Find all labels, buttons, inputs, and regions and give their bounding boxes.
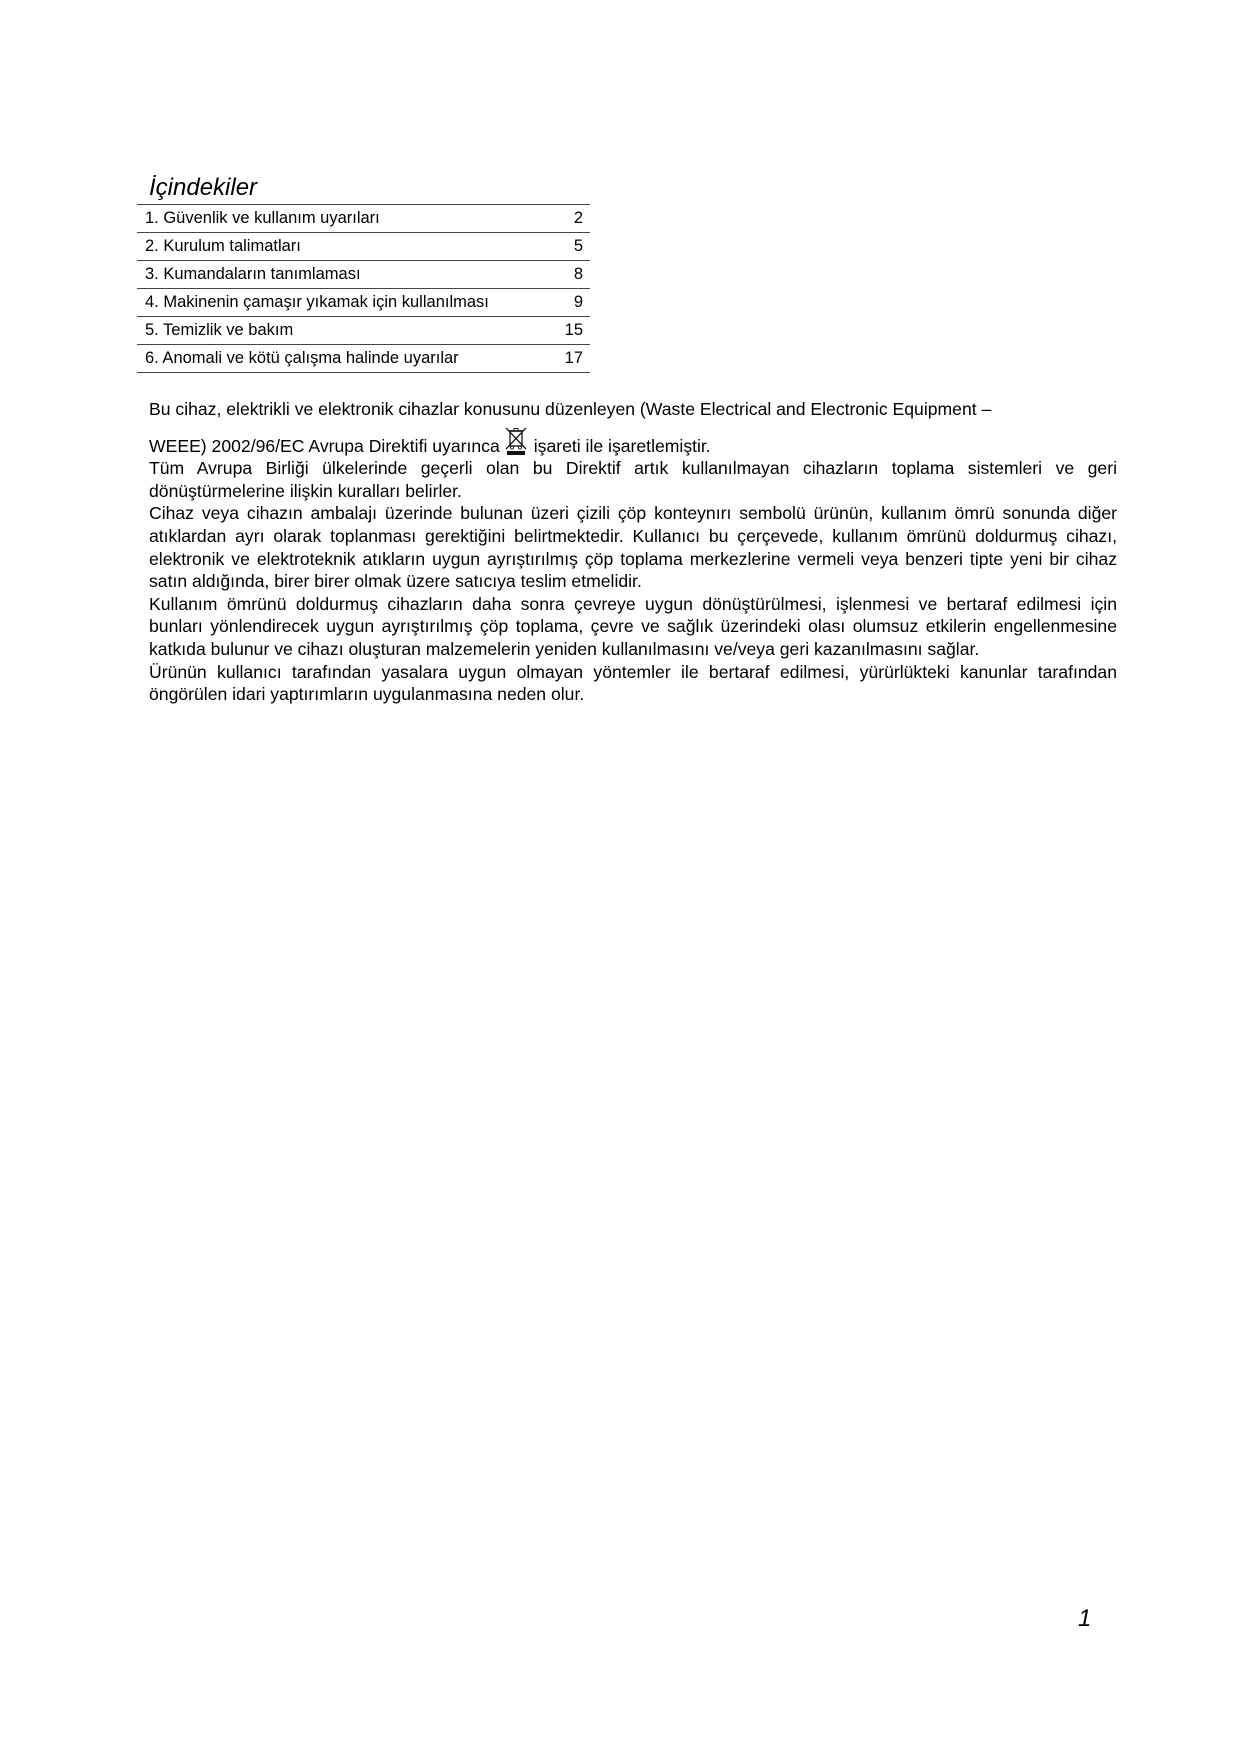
toc-entry-page: 5 <box>533 233 590 261</box>
notice-line-2 <box>149 435 1117 458</box>
toc-entry-label: 2. Kurulum talimatları <box>137 233 533 261</box>
toc-entry-label: 3. Kumandaların tanımlaması <box>137 261 533 289</box>
notice-paragraph: Ürünün kullanıcı tarafından yasalara uygun olmayan yöntemler ile bertaraf edilmesi, yürürlükteki kanunlar tarafından öngörülen idari yaptırımların uygulanmasına neden olur. <box>149 661 1117 705</box>
toc-entry-page: 15 <box>533 317 590 345</box>
toc-entry-label: 4. Makinenin çamaşır yıkamak için kullanılması <box>137 289 533 317</box>
crossed-out-wheelie-bin-icon <box>502 426 530 456</box>
notice-line-2-start: WEEE) 2002/96/EC Avrupa Direktifi uyarınca <box>149 435 500 456</box>
toc-entry-page: 9 <box>533 289 590 317</box>
toc-entry-label: 6. Anomali ve kötü çalışma halinde uyarılar <box>137 345 533 373</box>
toc-entry-page: 17 <box>533 345 590 373</box>
toc-row <box>137 289 590 317</box>
weee-notice <box>149 398 1117 706</box>
toc-row <box>137 233 590 261</box>
toc-entry-label: 1. Güvenlik ve kullanım uyarıları <box>137 205 533 233</box>
toc-entry-page: 2 <box>533 205 590 233</box>
toc-title: İçindekiler <box>149 174 258 201</box>
notice-paragraph: Tüm Avrupa Birliği ülkelerinde geçerli olan bu Direktif artık kullanılmayan cihazların toplama sistemleri ve geri dönüştürmelerine ilişkin kuralları belirler. <box>149 458 1117 501</box>
toc-row <box>137 205 590 233</box>
notice-paragraph: Kullanım ömrünü doldurmuş cihazların daha sonra çevreye uygun dönüştürülmesi, işlenmesi ve bertaraf edilmesi için bunları yönlendirecek uygun ayrıştırılmış çöp toplama, çevre ve sağlık üzerindeki olası olumsuz etkilerin engellenmesine katkıda bulunur ve cihazı oluşturan malzemelerin yeniden kullanılmasını ve/veya geri kazanılmasını sağlar. <box>149 593 1117 659</box>
toc-entry-label: 5. Temizlik ve bakım <box>137 317 533 345</box>
notice-paragraph: Cihaz veya cihazın ambalajı üzerinde bulunan üzeri çizili çöp konteynırı sembolü ürünün, kullanım ömrü sonunda diğer atıklardan ayrı olarak toplanması gerektiğini belirtmektedir. Kullanıcı bu çerçevede, kullanım ömrünü doldurmuş cihazı, elektronik ve elektroteknik atıkların uygun ayrıştırılmış çöp toplama merkezlerine vermeli veya benzeri tipte yeni bir cihaz satın aldığında, birer birer olmak üzere satıcıya teslim etmelidir. <box>149 503 1117 592</box>
toc-entry-page: 8 <box>533 261 590 289</box>
toc-row <box>137 345 590 373</box>
toc-row <box>137 261 590 289</box>
notice-line-2-end: işareti ile işaretlemiştir. <box>533 435 711 456</box>
toc-row <box>137 317 590 345</box>
page-number: 1 <box>1078 1605 1092 1632</box>
notice-line-1: Bu cihaz, elektrikli ve elektronik cihazlar konusunu düzenleyen (Waste Electrical and Electronic Equipment – <box>149 399 992 419</box>
toc-table <box>137 204 590 373</box>
